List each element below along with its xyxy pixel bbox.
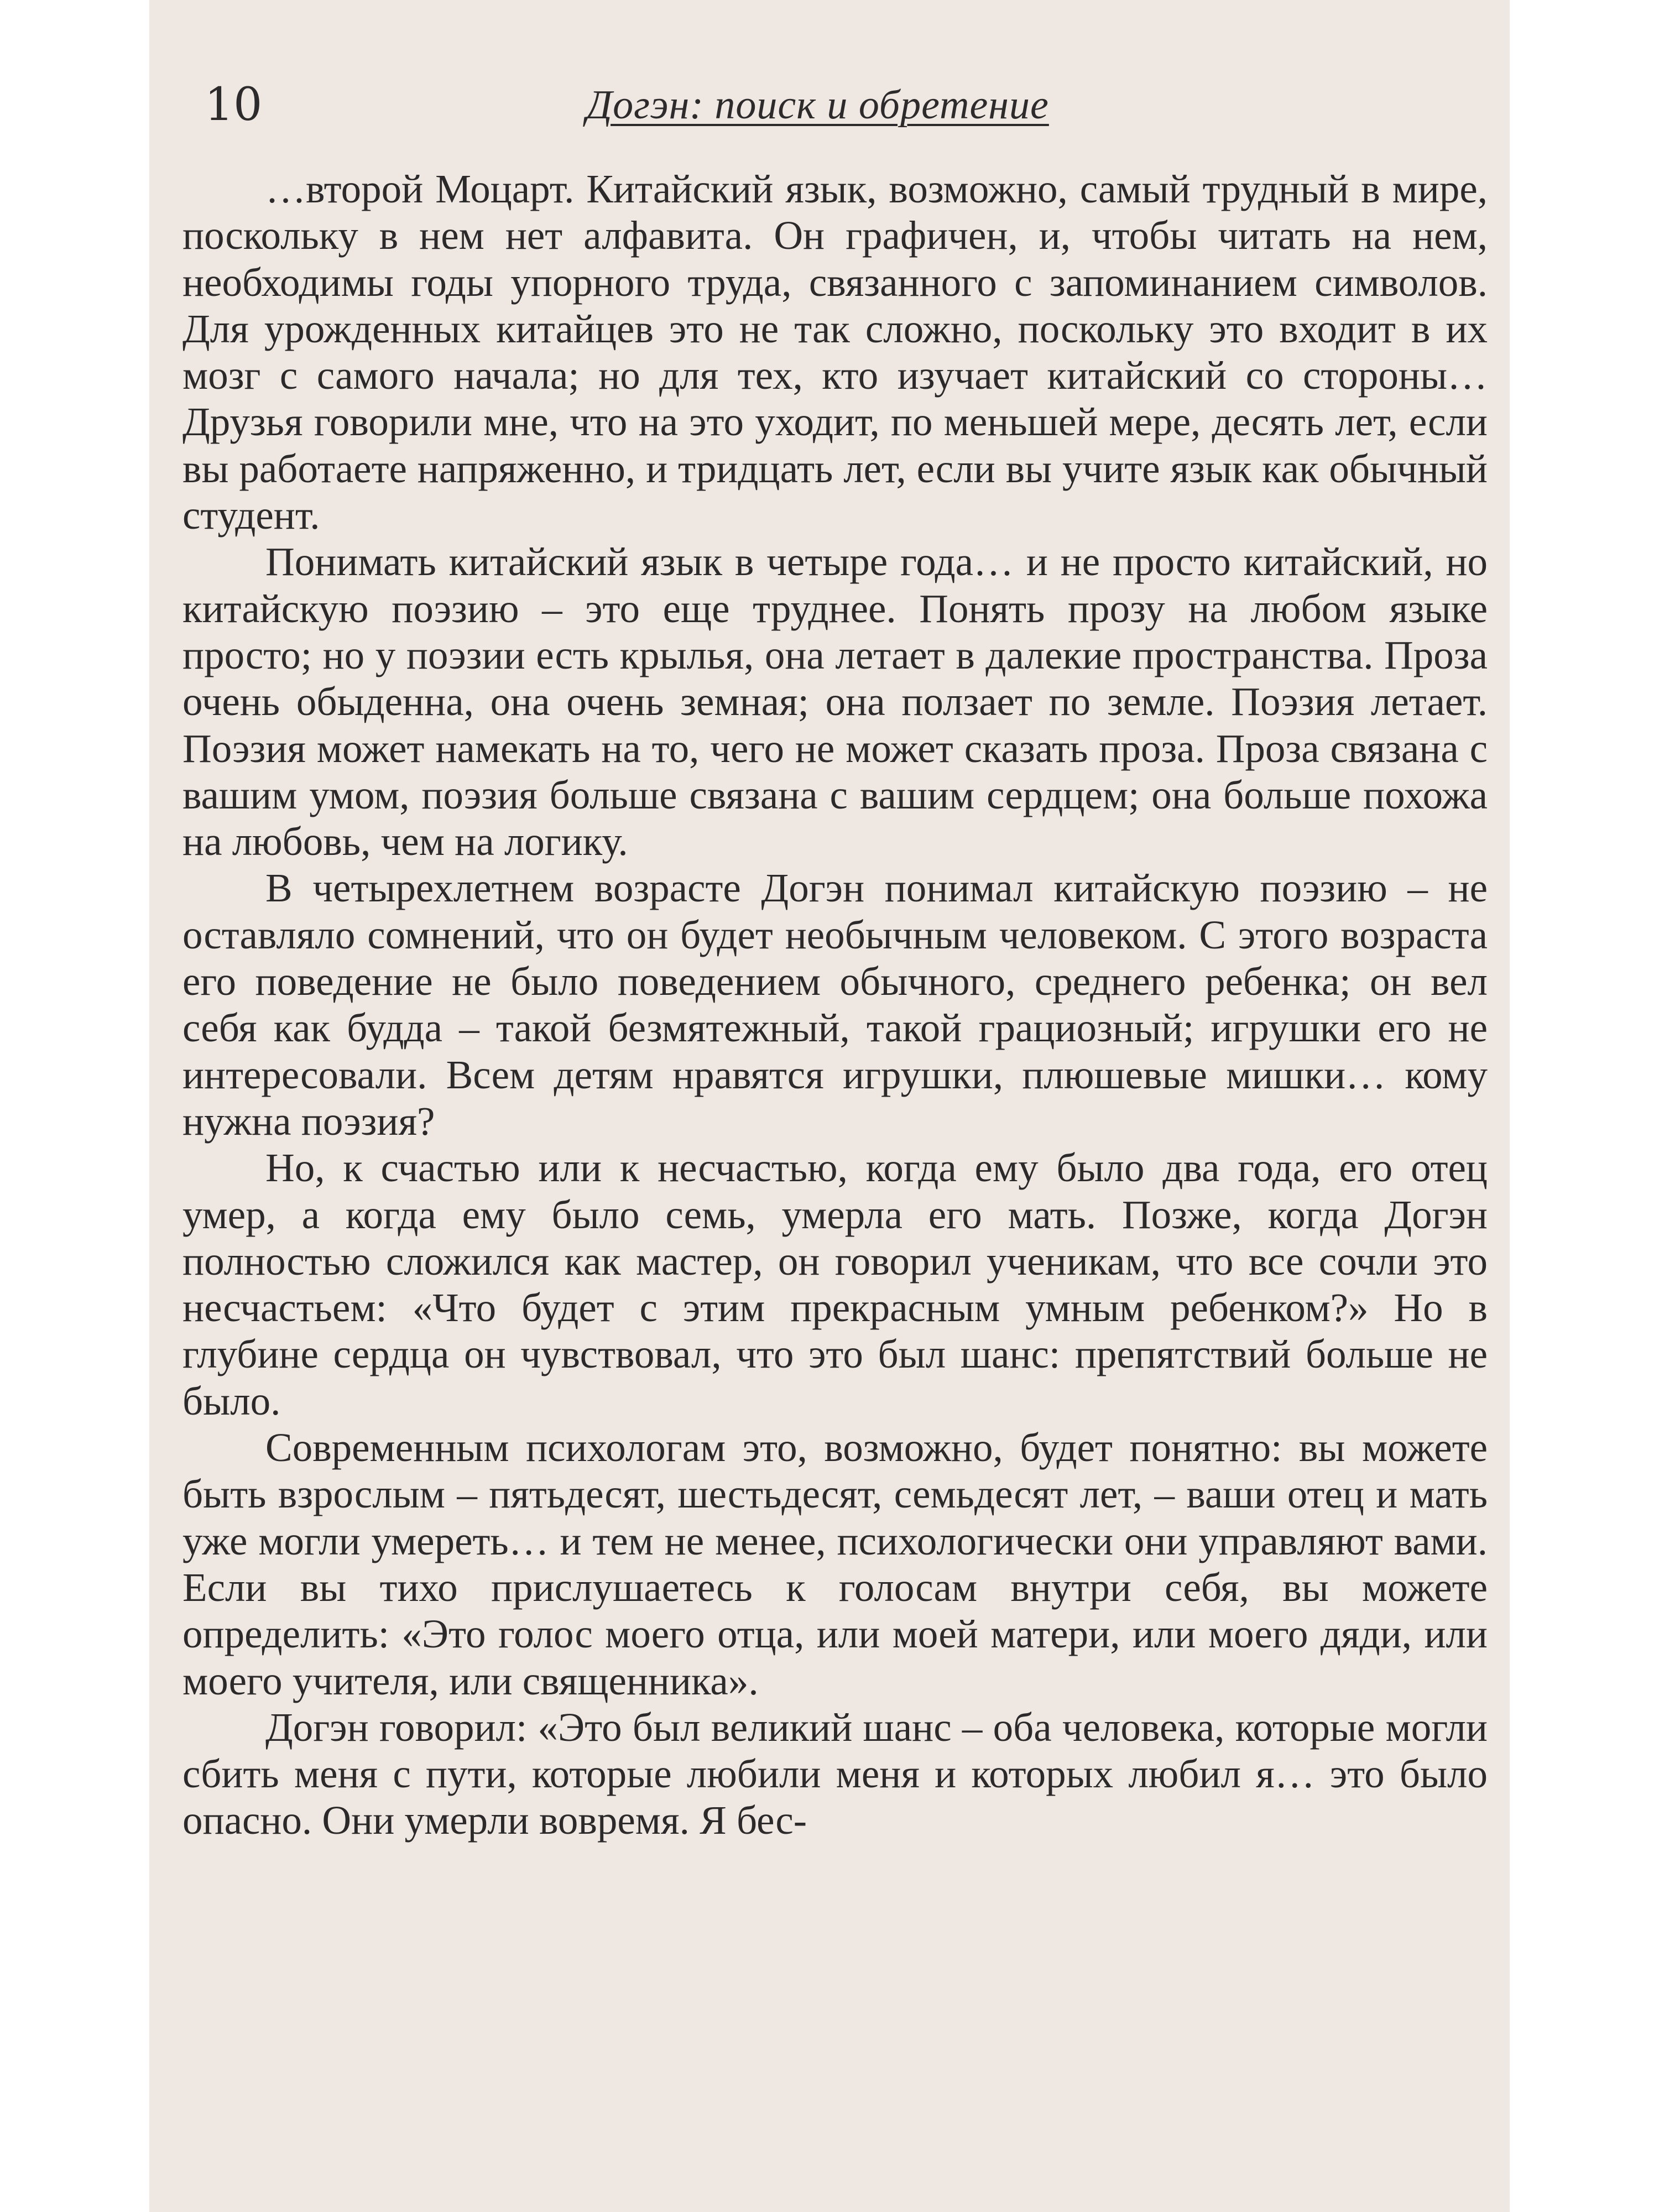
scanned-book-page xyxy=(149,0,1510,2212)
paragraph: Догэн говорил: «Это был великий шанс – оба человека, которые могли сбить меня с пути, которые любили меня и которых любил я… это было опасно. Они умерли вовремя. Я бес- xyxy=(182,1704,1488,1843)
page-header xyxy=(205,77,1360,144)
paragraph: Современным психологам это, возможно, будет понятно: вы можете быть взрослым – пятьдесят, шестьдесят, семьдесят лет, – ваши отец и мать уже могли умереть… и тем не менее, психологически они управляют вами. Если вы тихо прислушаетесь к голосам внутри себя, вы можете определить: «Это голос моего отца, или моей матери, или моего дяди, или моего учителя, или священника». xyxy=(182,1425,1488,1703)
paragraph: …второй Моцарт. Китайский язык, возможно, самый трудный в мире, поскольку в нем нет алфавита. Он графичен, и, чтобы читать на нем, необходимы годы упорного труда, связанного с запоминанием символов. Для урожденных китайцев это не так сложно, поскольку это входит в их мозг с самого начала; но для тех, кто изучает китайский со стороны… Друзья говорили мне, что на это уходит, по меньшей мере, десять лет, если вы работаете напряженно, и тридцать лет, если вы учите язык как обычный студент. xyxy=(182,166,1488,538)
body-text xyxy=(182,166,1488,2179)
running-title: Догэн: поиск и обретение xyxy=(586,82,1049,128)
paragraph: В четырехлетнем возрасте Догэн понимал китайскую поэзию – не оставляло сомнений, что он будет необычным человеком. С этого возраста его поведение не было поведением обычного, среднего ребенка; он вел себя как будда – такой безмятежный, такой грациозный; игрушки его не интересовали. Всем детям нравятся игрушки, плюшевые мишки… кому нужна поэзия? xyxy=(182,865,1488,1144)
paragraph: Но, к счастью или к несчастью, когда ему было два года, его отец умер, а когда ему было семь, умерла его мать. Позже, когда Догэн полностью сложился как мастер, он говорил ученикам, что все сочли это несчастьем: «Что будет с этим прекрасным умным ребенком?» Но в глубине сердца он чувствовал, что это был шанс: препятствий больше не было. xyxy=(182,1145,1488,1423)
page-number: 10 xyxy=(205,79,263,131)
paragraph: Понимать китайский язык в четыре года… и не просто китайский, но китайскую поэзию – это еще труднее. Понять прозу на любом языке просто; но у поэзии есть крылья, она летает в далекие пространства. Проза очень обыденна, она очень земная; она ползает по земле. Поэзия летает. Поэзия может намекать на то, чего не может сказать проза. Проза связана с вашим умом, поэзия больше связана с вашим сердцем; она больше похожа на любовь, чем на логику. xyxy=(182,539,1488,864)
